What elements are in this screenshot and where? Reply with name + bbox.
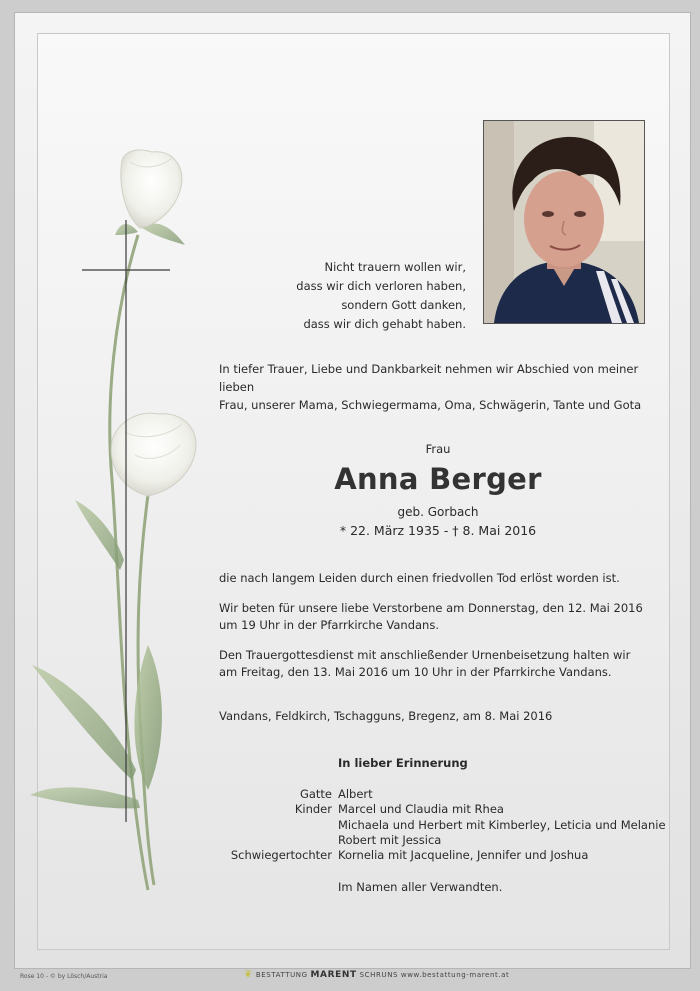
footer-branding [244,969,509,980]
poem-line: Nicht trauern wollen wir, [324,260,466,274]
life-dates: * 22. März 1935 - † 8. Mai 2016 [339,523,537,538]
roses-cross-illustration [20,140,220,900]
relative-name: Marcel und Claudia mit Rhea [338,802,504,816]
poem-line: dass wir dich gehabt haben. [303,317,466,331]
paragraph-line: am Freitag, den 13. Mai 2016 um 10 Uhr in der Pfarrkirche Vandans. [219,665,612,679]
deceased-name: Anna Berger [334,462,542,496]
brand-prefix: BESTATTUNG [255,971,308,979]
poem-line: dass wir dich verloren haben, [296,279,466,293]
relative-name: Robert mit Jessica [338,833,442,847]
salutation: Frau [425,442,451,456]
relation-names-gatte [338,787,373,803]
image-credit: Rose 10 - © by Lösch/Austria [20,973,108,980]
paragraph-service [219,647,630,681]
relation-label-gatte: Gatte [299,787,332,801]
poem [250,258,466,334]
place-date: Vandans, Feldkirch, Tschagguns, Bregenz, am 8. Mai 2016 [219,709,553,723]
relation-names-kinder [338,802,666,849]
relation-names-schwiegertochter [338,848,588,864]
relative-name: Michaela und Herbert mit Kimberley, Leticia und Melanie [338,817,666,832]
intro-line: In tiefer Trauer, Liebe und Dankbarkeit nehmen wir Abschied von meiner lieben [219,362,639,394]
closing-line: Im Namen aller Verwandten. [338,880,503,894]
portrait-photo [483,120,645,324]
paragraph-prayer [219,600,643,634]
relation-label-kinder: Kinder [294,802,332,816]
intro-line: Frau, unserer Mama, Schwiegermama, Oma, Schwägerin, Tante und Gota [219,398,642,412]
poem-line: sondern Gott danken, [341,298,466,312]
paragraph-line: um 19 Uhr in der Pfarrkirche Vandans. [219,618,439,632]
paragraph-death [219,570,620,587]
paragraph-line: Den Trauergottesdienst mit anschließender Urnenbeisetzung halten wir [219,648,631,662]
memory-heading: In lieber Erinnerung [338,756,468,770]
intro-text [219,360,659,414]
brand-url: www.bestattung-marent.at [400,971,510,979]
relative-name: Albert [338,787,373,801]
paragraph-line: die nach langem Leiden durch einen friedvollen Tod erlöst worden ist. [219,571,620,585]
relation-label-schwiegertochter: Schwiegertochter [230,848,332,862]
brand-location: SCHRUNS [359,971,399,979]
maiden-name: geb. Gorbach [397,505,479,519]
relative-name: Kornelia mit Jacqueline, Jennifer und Joshua [338,848,589,862]
paragraph-line: Wir beten für unsere liebe Verstorbene am Donnerstag, den 12. Mai 2016 [219,601,643,615]
leaf-logo-icon: ❦ [244,969,253,980]
brand-name: MARENT [310,970,357,980]
